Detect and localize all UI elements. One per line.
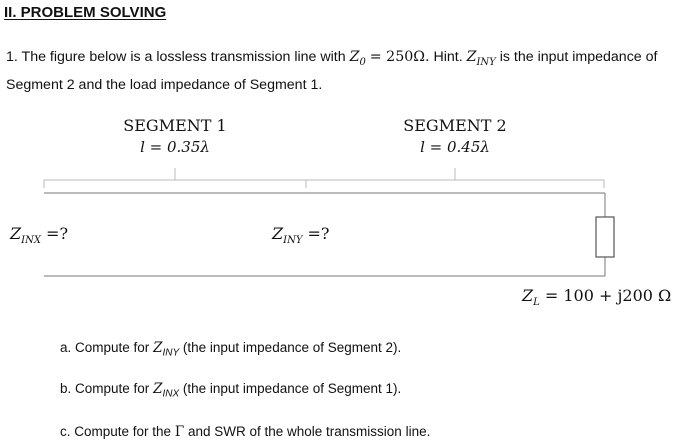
segment1-bracket	[44, 180, 306, 188]
ziny-label: $Z_{INY}$ =?	[272, 224, 330, 247]
z0-value: = 250Ω.	[369, 49, 430, 65]
segment2-length: l = 0.45λ	[420, 138, 490, 156]
z0-symbol: $Z_0$	[349, 49, 366, 68]
zin-symbol: $Z_{INY}$	[466, 49, 496, 68]
hint-lead: Hint.	[433, 49, 463, 65]
problem-text-a: The figure below is a lossless transmission line with	[21, 49, 346, 65]
section-heading: II. PROBLEM SOLVING	[4, 4, 167, 21]
problem-number: 1.	[6, 49, 18, 65]
question-c: c. Compute for the Γ and SWR of the whole transmission line.	[60, 424, 431, 440]
zinx-label: $Z_{INX}$ =?	[10, 224, 69, 247]
segment1-title: SEGMENT 1	[123, 116, 227, 135]
hint-rest: is the input impedance of	[499, 49, 658, 65]
segment2-title: SEGMENT 2	[403, 116, 507, 135]
problem-line-2: Segment 2 and the load impedance of Segment 1.	[6, 76, 323, 93]
segment2-bracket	[306, 180, 604, 188]
load-impedance-label: $Z_L = 100 + j200$ Ω	[522, 286, 672, 309]
question-a: a. Compute for $Z_{INY}$ (the input impedance of Segment 2).	[60, 340, 402, 359]
question-b: b. Compute for $Z_{INX}$ (the input impedance of Segment 1).	[60, 381, 402, 400]
segment1-length: l = 0.35λ	[140, 138, 210, 156]
load-resistor-icon	[596, 217, 614, 257]
